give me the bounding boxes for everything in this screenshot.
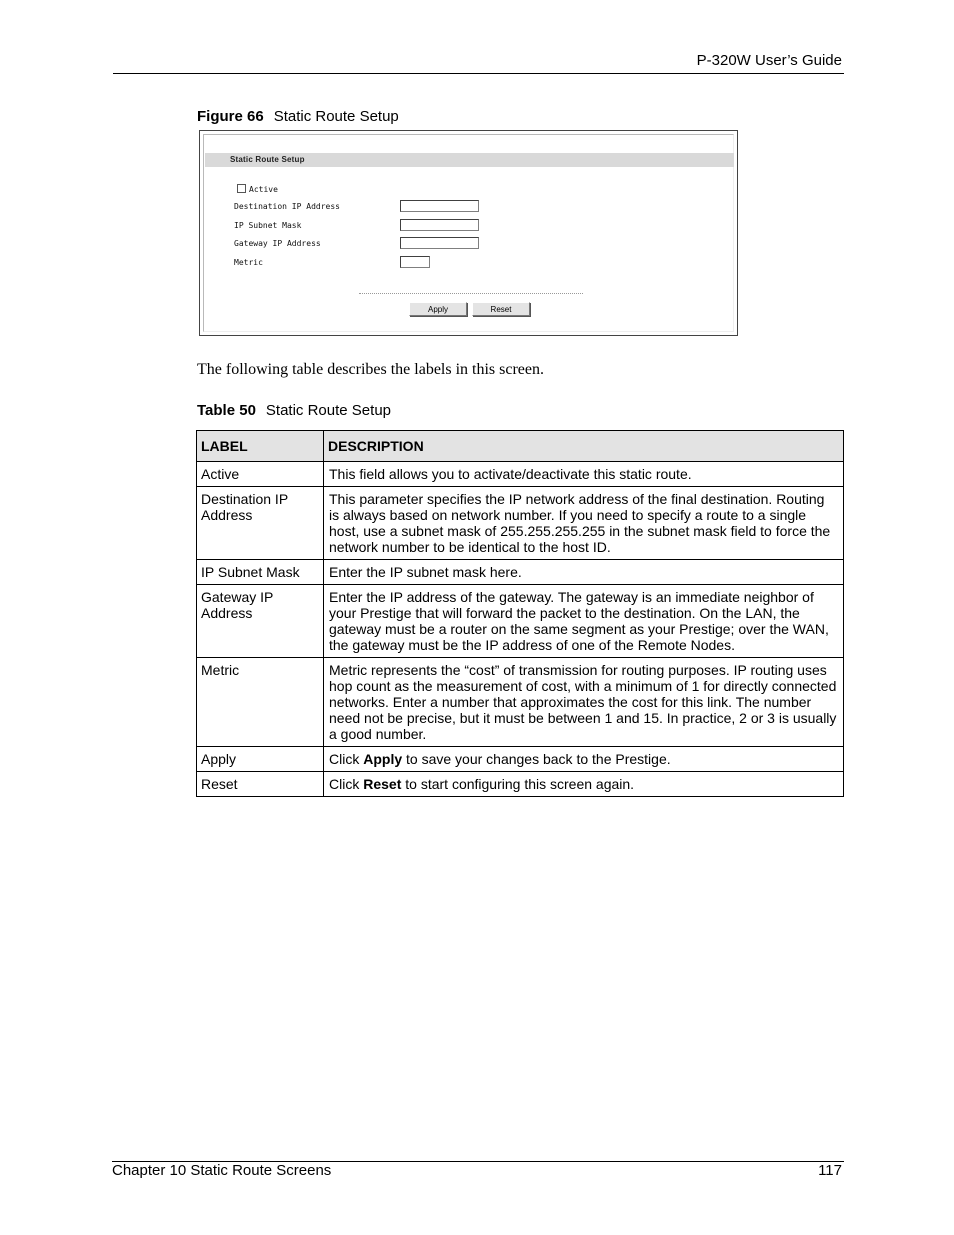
row-description: Click Apply to save your changes back to the Prestige. [324, 747, 844, 772]
gateway-ip-label: Gateway IP Address [234, 239, 321, 248]
row-description: Metric represents the “cost” of transmission for routing purposes. IP routing uses hop count as the measurement of cost, with a minimum of 1 for directly connected networks. Enter a number that approximates the cost for this link. The number need not be precise, but it must be between 1 and 15. In practice, 2 or 3 is usually a good number. [324, 658, 844, 747]
figure-title: Static Route Setup [273, 108, 399, 125]
table-number: Table 50 [197, 402, 256, 419]
subnet-mask-label: IP Subnet Mask [234, 221, 302, 230]
figure-number: Figure 66 [197, 108, 264, 125]
gateway-ip-input[interactable] [400, 237, 479, 249]
table-row [197, 462, 844, 487]
running-header-title: P-320W User’s Guide [696, 52, 842, 69]
active-label: Active [249, 185, 278, 194]
reset-button[interactable]: Reset [472, 302, 530, 316]
table-title: Static Route Setup [265, 402, 391, 419]
header-description: DESCRIPTION [324, 431, 844, 462]
row-label: IP Subnet Mask [197, 560, 324, 585]
row-description: Enter the IP subnet mask here. [324, 560, 844, 585]
row-description: Enter the IP address of the gateway. The gateway is an immediate neighbor of your Prestige that will forward the packet to the destination. On the LAN, the gateway must be a router on the same segment as your Prestige; over the WAN, the gateway must be the IP address of one of the Remote Nodes. [324, 585, 844, 658]
footer-chapter: Chapter 10 Static Route Screens [112, 1162, 332, 1179]
row-description: This parameter specifies the IP network address of the final destination. Routing is always based on network number. If you need to specify a route to a single host, use a subnet mask of 255.255.255.255 in the subnet mask field to force the network number to be identical to the host ID. [324, 487, 844, 560]
header-label: LABEL [197, 431, 324, 462]
table-header-row [197, 431, 844, 462]
row-label: Reset [197, 772, 324, 797]
row-label: Gateway IP Address [197, 585, 324, 658]
table-row [197, 560, 844, 585]
figure-caption [197, 108, 399, 125]
metric-input[interactable] [400, 256, 430, 268]
label-description-table [196, 430, 844, 797]
row-description: This field allows you to activate/deactivate this static route. [324, 462, 844, 487]
table-row [197, 585, 844, 658]
form-separator [359, 293, 583, 294]
table-row [197, 658, 844, 747]
row-label: Metric [197, 658, 324, 747]
table-caption [197, 402, 391, 419]
row-description: Click Reset to start configuring this screen again. [324, 772, 844, 797]
header-rule [113, 73, 844, 74]
destination-ip-label: Destination IP Address [234, 202, 340, 211]
metric-label: Metric [234, 258, 263, 267]
row-label: Apply [197, 747, 324, 772]
destination-ip-input[interactable] [400, 200, 479, 212]
footer-page-number: 117 [818, 1162, 842, 1179]
row-label: Destination IP Address [197, 487, 324, 560]
active-checkbox[interactable] [237, 184, 246, 193]
screen-title: Static Route Setup [230, 155, 305, 164]
screen-title-bar [205, 153, 734, 167]
table-row [197, 487, 844, 560]
apply-button[interactable]: Apply [409, 302, 467, 316]
row-label: Active [197, 462, 324, 487]
screenshot-frame [199, 130, 738, 336]
intro-paragraph: The following table describes the labels in this screen. [197, 361, 545, 378]
table-row [197, 747, 844, 772]
subnet-mask-input[interactable] [400, 219, 479, 231]
table-row [197, 772, 844, 797]
